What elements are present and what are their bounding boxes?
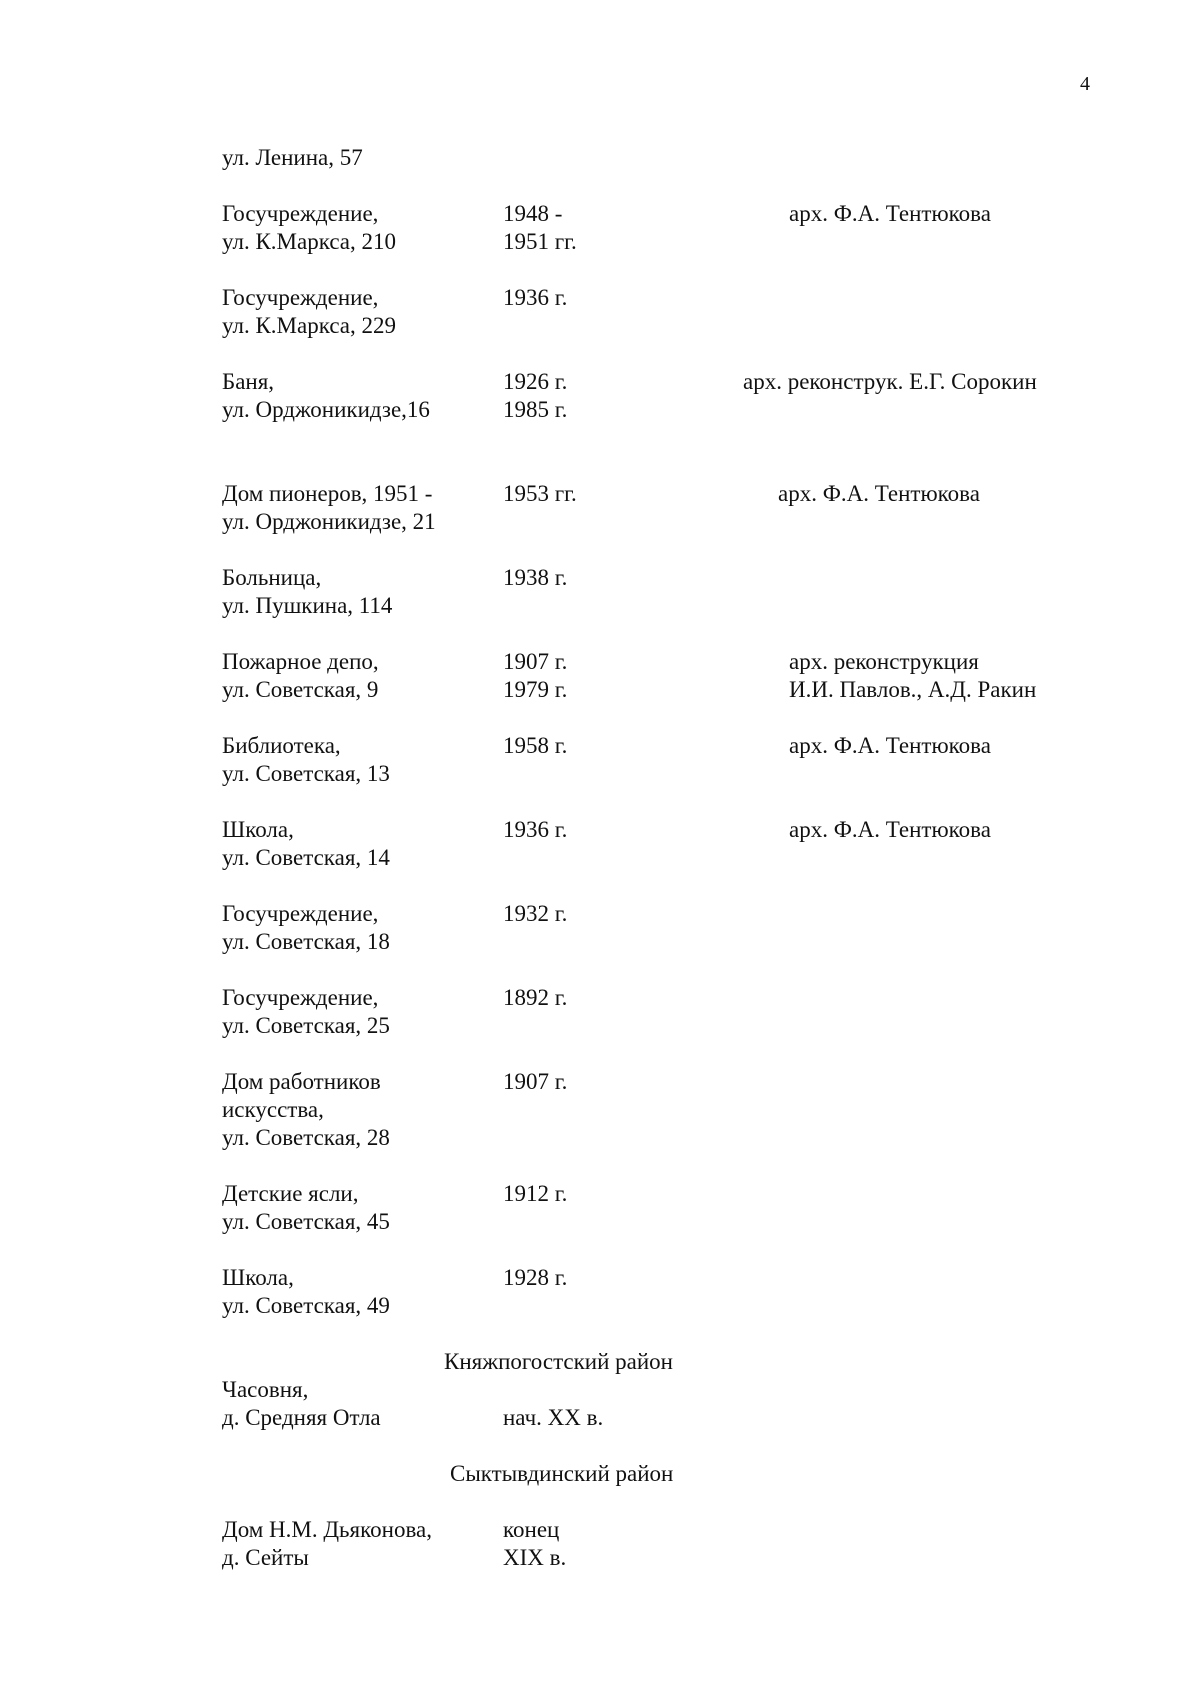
building-date: 1953 гг. [503, 481, 577, 506]
architect-text: арх. Ф.А. Тентюкова [789, 817, 991, 842]
address-text: ул. Ленина, 57 [222, 145, 363, 170]
building-date: 1948 - 1951 гг. [503, 201, 577, 254]
building-name: Баня, ул. Орджоникидзе,16 [222, 369, 430, 422]
building-date: 1936 г. [503, 817, 568, 842]
building-name: Школа, ул. Советская, 14 [222, 817, 390, 870]
building-date: 1907 г. [503, 1069, 568, 1094]
building-date: 1926 г. 1985 г. [503, 369, 568, 422]
building-name: Дом работников искусства, ул. Советская, 28 [222, 1069, 390, 1150]
architect-text: арх. Ф.А. Тентюкова [789, 733, 991, 758]
building-date: 1938 г. [503, 565, 568, 590]
district-heading: Княжпогостский район [444, 1349, 673, 1374]
building-date: 1892 г. [503, 985, 568, 1010]
building-date: конец XIX в. [503, 1517, 567, 1570]
building-date: 1907 г. 1979 г. [503, 649, 568, 702]
building-name: Госучреждение, ул. К.Маркса, 229 [222, 285, 397, 338]
page-number: 4 [1080, 73, 1090, 95]
district-heading: Сыктывдинский район [450, 1461, 674, 1486]
architect-text: арх. Ф.А. Тентюкова [789, 201, 991, 226]
building-date: 1912 г. [503, 1181, 568, 1206]
building-name: Библиотека, ул. Советская, 13 [222, 733, 390, 786]
building-name: Часовня, д. Средняя Отла [222, 1377, 381, 1430]
building-name: Дом Н.М. Дьяконова, д. Сейты [222, 1517, 432, 1570]
building-name: Школа, ул. Советская, 49 [222, 1265, 390, 1318]
building-name: Госучреждение, ул. Советская, 25 [222, 985, 390, 1038]
architect-text: арх. Ф.А. Тентюкова [778, 481, 980, 506]
building-date: 1928 г. [503, 1265, 568, 1290]
building-date: нач. XX в. [503, 1405, 604, 1430]
building-date: 1932 г. [503, 901, 568, 926]
building-name: Больница, ул. Пушкина, 114 [222, 565, 393, 618]
building-name: Госучреждение, ул. К.Маркса, 210 [222, 201, 397, 254]
building-date: 1936 г. [503, 285, 568, 310]
building-date: 1958 г. [503, 733, 568, 758]
building-name: Дом пионеров, 1951 - ул. Орджоникидзе, 21 [222, 481, 436, 534]
building-name: Госучреждение, ул. Советская, 18 [222, 901, 390, 954]
building-name: Пожарное депо, ул. Советская, 9 [222, 649, 379, 702]
architect-text: арх. реконструк. Е.Г. Сорокин [743, 369, 1037, 394]
architect-text: арх. реконструкция И.И. Павлов., А.Д. Ракин [789, 649, 1037, 702]
building-name: Детские ясли, ул. Советская, 45 [222, 1181, 390, 1234]
